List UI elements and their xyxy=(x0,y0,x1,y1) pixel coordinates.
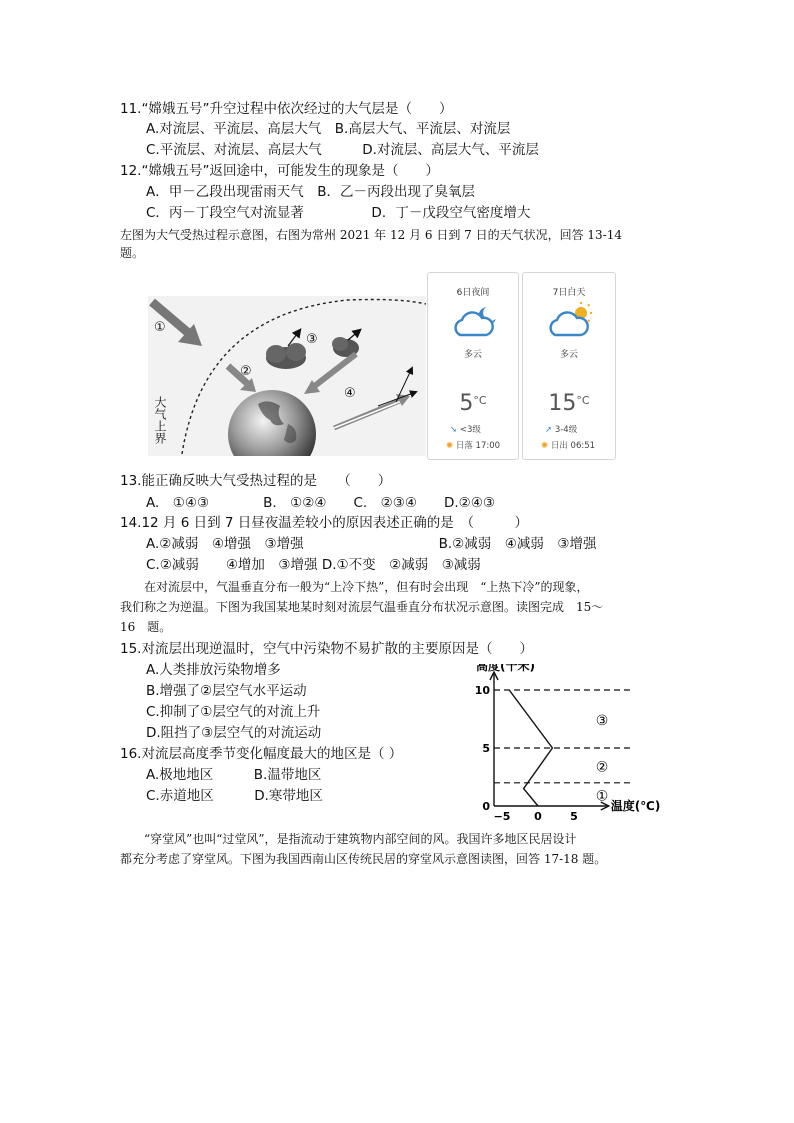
temperature-unit: °C xyxy=(473,394,487,407)
q16-options-ab: A.极地地区 B.温带地区 xyxy=(146,767,322,783)
layer-label: ③ xyxy=(595,713,609,729)
q11-options-cd: C.平流层、对流层、高层大气 D.对流层、高层大气、平流层 xyxy=(146,142,539,158)
y-tick-label: 5 xyxy=(482,742,490,755)
q13-stem: 13.能正确反映大气受热过程的是 （ ） xyxy=(120,473,392,489)
wind-row xyxy=(450,423,481,435)
wind-row xyxy=(545,423,577,435)
y-tick-label: 0 xyxy=(482,800,490,813)
atmosphere-heating-diagram xyxy=(148,296,426,456)
q12-options-cd: C．丙－丁段空气对流显著 D．丁－戊段空气密度增大 xyxy=(146,205,531,221)
q15-option-d: D.阻挡了③层空气的对流运动 xyxy=(146,725,322,741)
q15-stem: 15.对流层出现逆温时，空气中污染物不易扩散的主要原因是（ ） xyxy=(120,641,533,657)
marker-3: ③ xyxy=(306,332,318,347)
heating-diagram-svg xyxy=(148,296,426,456)
q11-stem: 11.“嫦娥五号”升空过程中依次经过的大气层是（ ） xyxy=(120,101,453,117)
layer-label: ① xyxy=(595,788,609,805)
x-tick-label: 5 xyxy=(570,810,578,823)
x-tick-label: 0 xyxy=(534,810,542,823)
intro-13-14-line1: 左图为大气受热过程示意图，右图为常州 2021 年 12 月 6 日到 7 日的天气状况，回答 13-14 xyxy=(120,228,623,242)
weather-period: 7日白天 xyxy=(552,288,586,298)
q14-options-ab: A.②减弱 ④增强 ③增强 B.②减弱 ④减弱 ③增强 xyxy=(146,536,597,552)
wind-level: <3级 xyxy=(459,425,481,435)
x-axis-label: 温度(℃) xyxy=(610,799,661,813)
q16-stem: 16.对流层高度季节变化幅度最大的地区是（ ） xyxy=(120,746,403,762)
marker-1: ① xyxy=(154,320,166,335)
temperature-value: 15 xyxy=(548,391,577,416)
intro-17-18-line1: “穿堂风”也叫“过堂风”，是指流动于建筑物内部空间的风。我国许多地区民居设计 xyxy=(120,832,577,846)
intro-15-16-line2: 我们称之为逆温。下图为我国某地某时刻对流层气温垂直分布状况示意图。读图完成 15～ xyxy=(120,600,604,614)
weather-card-night xyxy=(427,272,519,460)
q11-options-ab: A.对流层、平流层、高层大气 B.高层大气、平流层、对流层 xyxy=(146,121,511,137)
sun-icon: ✺ xyxy=(446,441,456,451)
atmosphere-boundary-label: 大气上界 xyxy=(153,396,167,444)
q15-option-a: A.人类排放污染物增多 xyxy=(146,662,281,678)
y-tick-label: 10 xyxy=(474,684,490,697)
q15-option-c: C.抑制了①层空气的对流上升 xyxy=(146,704,321,720)
y-axis-label: 高度(千米) xyxy=(476,664,535,673)
x-tick-label: −5 xyxy=(493,810,511,823)
cloud-moon-icon xyxy=(450,303,500,339)
wind-arrow-icon: ➚ xyxy=(545,425,555,435)
q16-options-cd: C.赤道地区 D.寒带地区 xyxy=(146,788,323,804)
cloud-sun-icon xyxy=(545,301,595,339)
layer-label: ② xyxy=(595,759,609,776)
marker-2: ② xyxy=(240,364,252,379)
marker-4: ④ xyxy=(344,386,356,401)
sunrise-row xyxy=(541,439,595,451)
sunset-row xyxy=(446,439,500,451)
temperature-profile-svg xyxy=(462,664,662,824)
temperature-value: 5 xyxy=(459,391,474,416)
weather-condition: 多云 xyxy=(463,350,482,360)
q13-options: A. ①④③ B. ①②④ C. ②③④ D.②④③ xyxy=(146,495,495,511)
q15-option-b: B.增强了②层空气水平运动 xyxy=(146,683,307,699)
temperature-profile-chart xyxy=(462,664,662,824)
intro-17-18-line2: 都充分考虑了穿堂风。下图为我国西南山区传统民居的穿堂风示意图读图，回答 17-18 题。 xyxy=(120,852,607,866)
sunset-time: 日落 17:00 xyxy=(455,441,501,451)
sunrise-time: 日出 06:51 xyxy=(550,441,596,451)
q12-options-ab: A．甲－乙段出现雷雨天气 B．乙－丙段出现了臭氧层 xyxy=(146,184,475,200)
wind-arrow-icon: ➘ xyxy=(450,425,460,435)
sun-icon: ✺ xyxy=(541,441,551,451)
q14-stem: 14.12 月 6 日到 7 日昼夜温差较小的原因表述正确的是 （ ） xyxy=(120,515,529,531)
q12-stem: 12.“嫦娥五号”返回途中，可能发生的现象是（ ） xyxy=(120,163,439,179)
intro-13-14-line2: 题。 xyxy=(120,246,145,260)
temperature-display xyxy=(523,391,615,416)
wind-level: 3-4级 xyxy=(554,425,578,435)
intro-15-16-line1: 在对流层中，气温垂直分布一般为“上冷下热”，但有时会出现 “上热下冷”的现象， xyxy=(120,580,589,594)
temperature-unit: °C xyxy=(576,394,590,407)
weather-period: 6日夜间 xyxy=(456,288,490,298)
intro-15-16-line3: 16 题。 xyxy=(120,620,172,634)
q14-options-cd: C.②减弱 ④增加 ③增强 D.①不变 ②减弱 ③减弱 xyxy=(146,557,481,573)
weather-card-day xyxy=(522,272,616,460)
weather-condition: 多云 xyxy=(559,350,578,360)
temperature-display xyxy=(428,391,518,416)
